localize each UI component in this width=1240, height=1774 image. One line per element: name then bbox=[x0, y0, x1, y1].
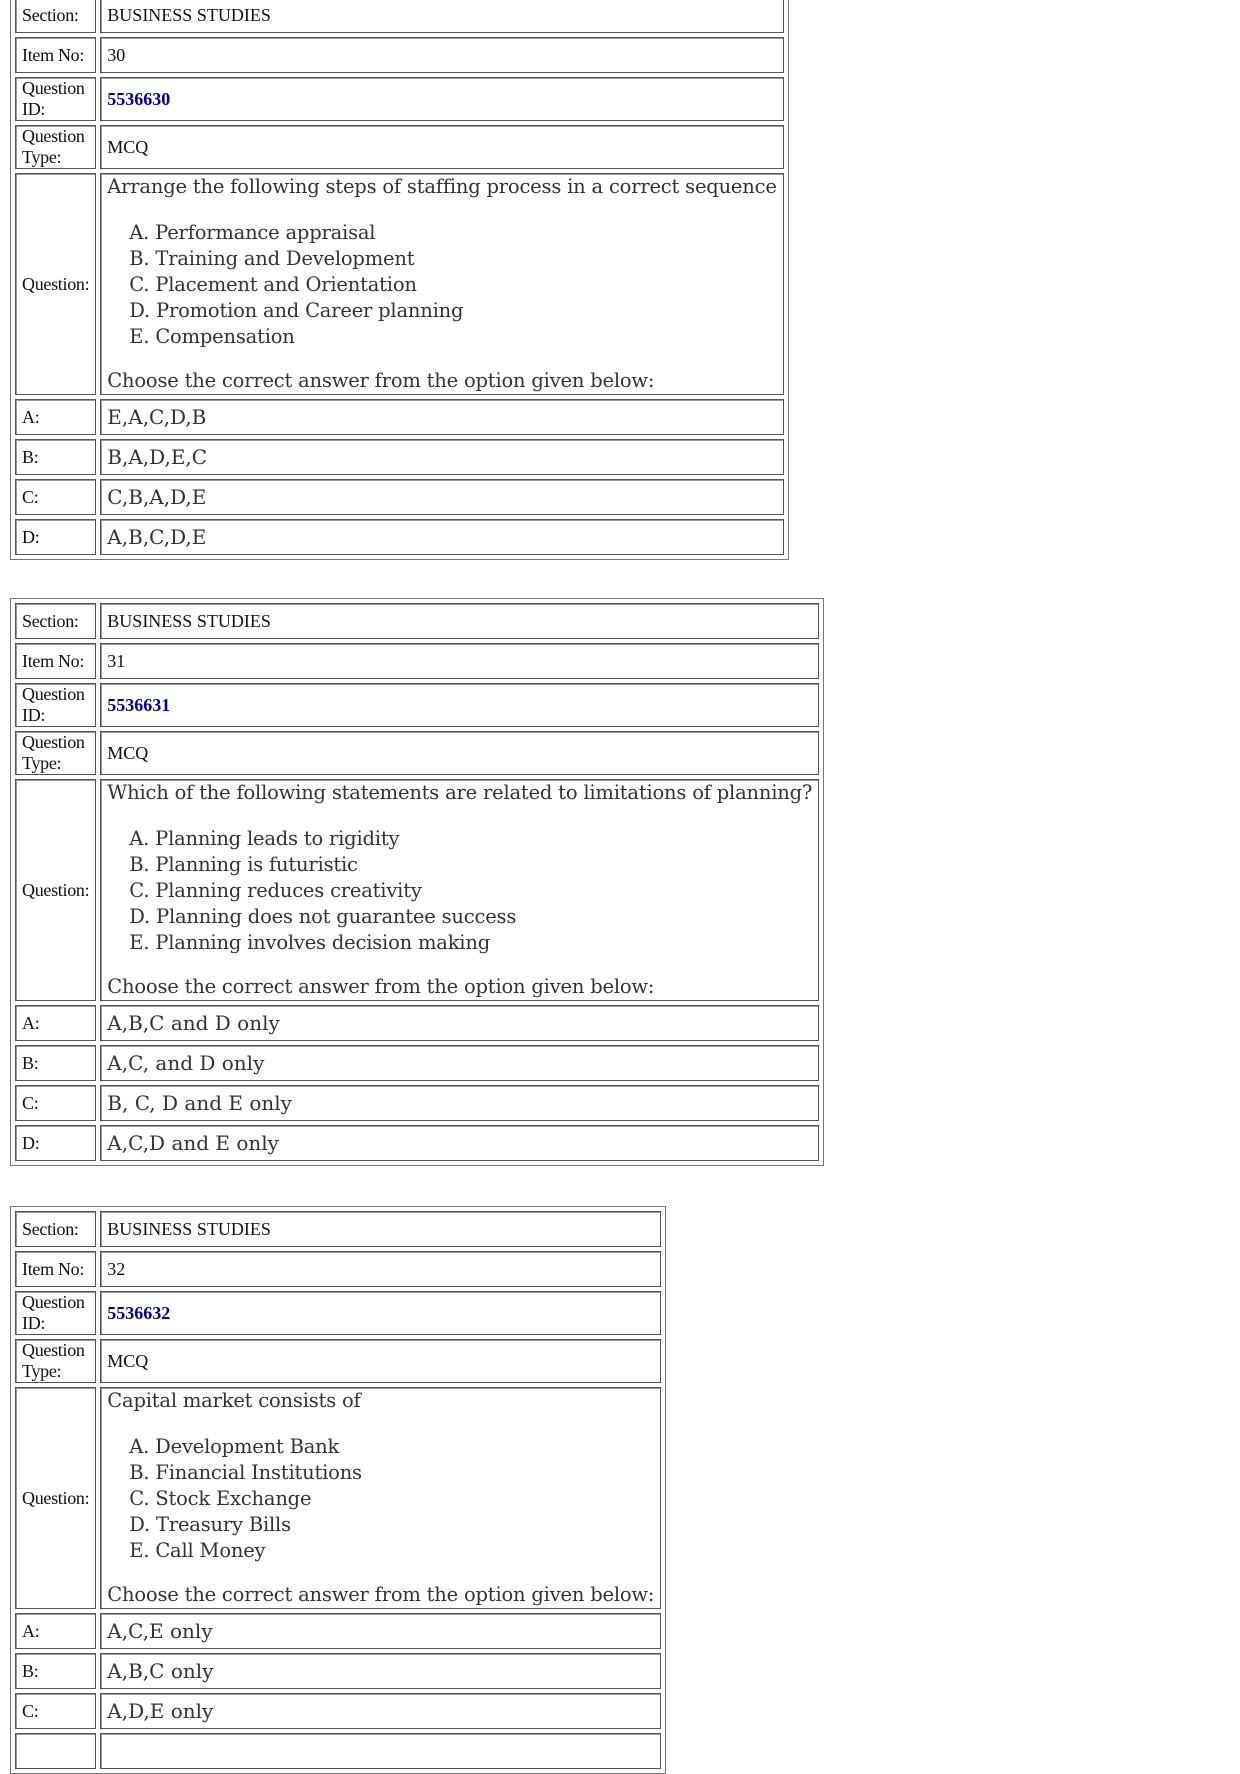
option-c-label: C: bbox=[15, 479, 96, 515]
question-type-row bbox=[15, 125, 784, 169]
item-no-row bbox=[15, 643, 819, 679]
question-id-value: 5536631 bbox=[100, 683, 819, 727]
statement-item: D. Treasury Bills bbox=[129, 1513, 291, 1536]
question-card-31 bbox=[10, 598, 824, 1166]
question-type-row bbox=[15, 1339, 661, 1383]
option-b-label: B: bbox=[15, 1653, 96, 1689]
item-no-row bbox=[15, 37, 784, 73]
option-d-row bbox=[15, 519, 784, 555]
question-id-value: 5536630 bbox=[100, 77, 783, 121]
question-label: Question: bbox=[15, 1387, 96, 1609]
option-c-value: A,D,E only bbox=[100, 1693, 661, 1729]
question-label: Question: bbox=[15, 779, 96, 1001]
question-id-row bbox=[15, 683, 819, 727]
statement-item: E. Call Money bbox=[129, 1539, 266, 1562]
item-no-value: 30 bbox=[100, 37, 783, 73]
item-no-label: Item No: bbox=[15, 37, 96, 73]
statement-item: B. Planning is futuristic bbox=[129, 853, 358, 876]
option-c-row bbox=[15, 479, 784, 515]
option-d-label: D: bbox=[15, 1125, 96, 1161]
question-id-value: 5536632 bbox=[100, 1291, 661, 1335]
statement-item: B. Training and Development bbox=[129, 247, 415, 270]
question-id-label: Question ID: bbox=[15, 683, 96, 727]
section-row bbox=[15, 603, 819, 639]
question-stem: Capital market consists of bbox=[107, 1389, 361, 1412]
option-c-label: C: bbox=[15, 1085, 96, 1121]
option-a-label: A: bbox=[15, 1613, 96, 1649]
statement-item: D. Planning does not guarantee success bbox=[129, 905, 517, 928]
question-row bbox=[15, 1387, 661, 1609]
statement-item: A. Development Bank bbox=[129, 1435, 340, 1458]
question-type-label: Question Type: bbox=[15, 1339, 96, 1383]
option-a-label: A: bbox=[15, 1005, 96, 1041]
choose-instruction: Choose the correct answer from the option given below: bbox=[107, 1583, 655, 1606]
question-type-label: Question Type: bbox=[15, 125, 96, 169]
option-b-row bbox=[15, 439, 784, 475]
question-stem: Arrange the following steps of staffing process in a correct sequence bbox=[107, 175, 777, 198]
choose-instruction: Choose the correct answer from the option given below: bbox=[107, 975, 655, 998]
section-row bbox=[15, 0, 784, 33]
option-b-label: B: bbox=[15, 439, 96, 475]
section-label: Section: bbox=[15, 0, 96, 33]
option-a-value: A,C,E only bbox=[100, 1613, 661, 1649]
option-a-value: A,B,C and D only bbox=[100, 1005, 819, 1041]
item-no-row bbox=[15, 1251, 661, 1287]
statement-item: C. Placement and Orientation bbox=[129, 273, 417, 296]
option-a-row bbox=[15, 399, 784, 435]
option-b-value: B,A,D,E,C bbox=[100, 439, 783, 475]
item-no-label: Item No: bbox=[15, 1251, 96, 1287]
option-c-row bbox=[15, 1085, 819, 1121]
question-type-label: Question Type: bbox=[15, 731, 96, 775]
section-row bbox=[15, 1211, 661, 1247]
statement-item: C. Stock Exchange bbox=[129, 1487, 312, 1510]
statement-list bbox=[129, 1434, 654, 1564]
option-d-value: A,C,D and E only bbox=[100, 1125, 819, 1161]
section-label: Section: bbox=[15, 603, 96, 639]
statement-item: E. Compensation bbox=[129, 325, 295, 348]
option-c-value: C,B,A,D,E bbox=[100, 479, 783, 515]
option-b-label: B: bbox=[15, 1045, 96, 1081]
option-c-label: C: bbox=[15, 1693, 96, 1729]
option-a-label: A: bbox=[15, 399, 96, 435]
statement-item: E. Planning involves decision making bbox=[129, 931, 490, 954]
section-value: BUSINESS STUDIES bbox=[100, 0, 783, 33]
question-label: Question: bbox=[15, 173, 96, 395]
option-a-row bbox=[15, 1613, 661, 1649]
question-id-label: Question ID: bbox=[15, 77, 96, 121]
item-no-value: 32 bbox=[100, 1251, 661, 1287]
option-b-row bbox=[15, 1653, 661, 1689]
statement-item: A. Planning leads to rigidity bbox=[129, 827, 400, 850]
option-b-value: A,C, and D only bbox=[100, 1045, 819, 1081]
option-d-label: D: bbox=[15, 519, 96, 555]
option-d-row bbox=[15, 1125, 819, 1161]
option-d-value: A,B,C,D,E bbox=[100, 519, 783, 555]
item-no-value: 31 bbox=[100, 643, 819, 679]
section-value: BUSINESS STUDIES bbox=[100, 603, 819, 639]
statement-item: C. Planning reduces creativity bbox=[129, 879, 422, 902]
question-id-row bbox=[15, 1291, 661, 1335]
option-a-row bbox=[15, 1005, 819, 1041]
item-no-label: Item No: bbox=[15, 643, 96, 679]
option-b-value: A,B,C only bbox=[100, 1653, 661, 1689]
option-d-value bbox=[100, 1733, 661, 1769]
question-row bbox=[15, 779, 819, 1001]
question-card-32 bbox=[10, 1206, 666, 1774]
question-type-row bbox=[15, 731, 819, 775]
section-label: Section: bbox=[15, 1211, 96, 1247]
statement-list bbox=[129, 220, 776, 350]
question-row bbox=[15, 173, 784, 395]
question-type-value: MCQ bbox=[100, 1339, 661, 1383]
statement-item: A. Performance appraisal bbox=[129, 221, 376, 244]
option-d-label bbox=[15, 1733, 96, 1769]
option-d-row bbox=[15, 1733, 661, 1769]
option-c-value: B, C, D and E only bbox=[100, 1085, 819, 1121]
section-value: BUSINESS STUDIES bbox=[100, 1211, 661, 1247]
choose-instruction: Choose the correct answer from the option given below: bbox=[107, 369, 655, 392]
option-c-row bbox=[15, 1693, 661, 1729]
question-text bbox=[100, 1387, 661, 1609]
statement-item: D. Promotion and Career planning bbox=[129, 299, 464, 322]
statement-item: B. Financial Institutions bbox=[129, 1461, 362, 1484]
statement-list bbox=[129, 826, 812, 956]
question-type-value: MCQ bbox=[100, 731, 819, 775]
question-stem: Which of the following statements are related to limitations of planning? bbox=[107, 781, 813, 804]
option-a-value: E,A,C,D,B bbox=[100, 399, 783, 435]
question-id-label: Question ID: bbox=[15, 1291, 96, 1335]
question-text bbox=[100, 779, 819, 1001]
option-b-row bbox=[15, 1045, 819, 1081]
question-type-value: MCQ bbox=[100, 125, 783, 169]
question-card-30 bbox=[10, 0, 789, 560]
question-text bbox=[100, 173, 783, 395]
question-id-row bbox=[15, 77, 784, 121]
